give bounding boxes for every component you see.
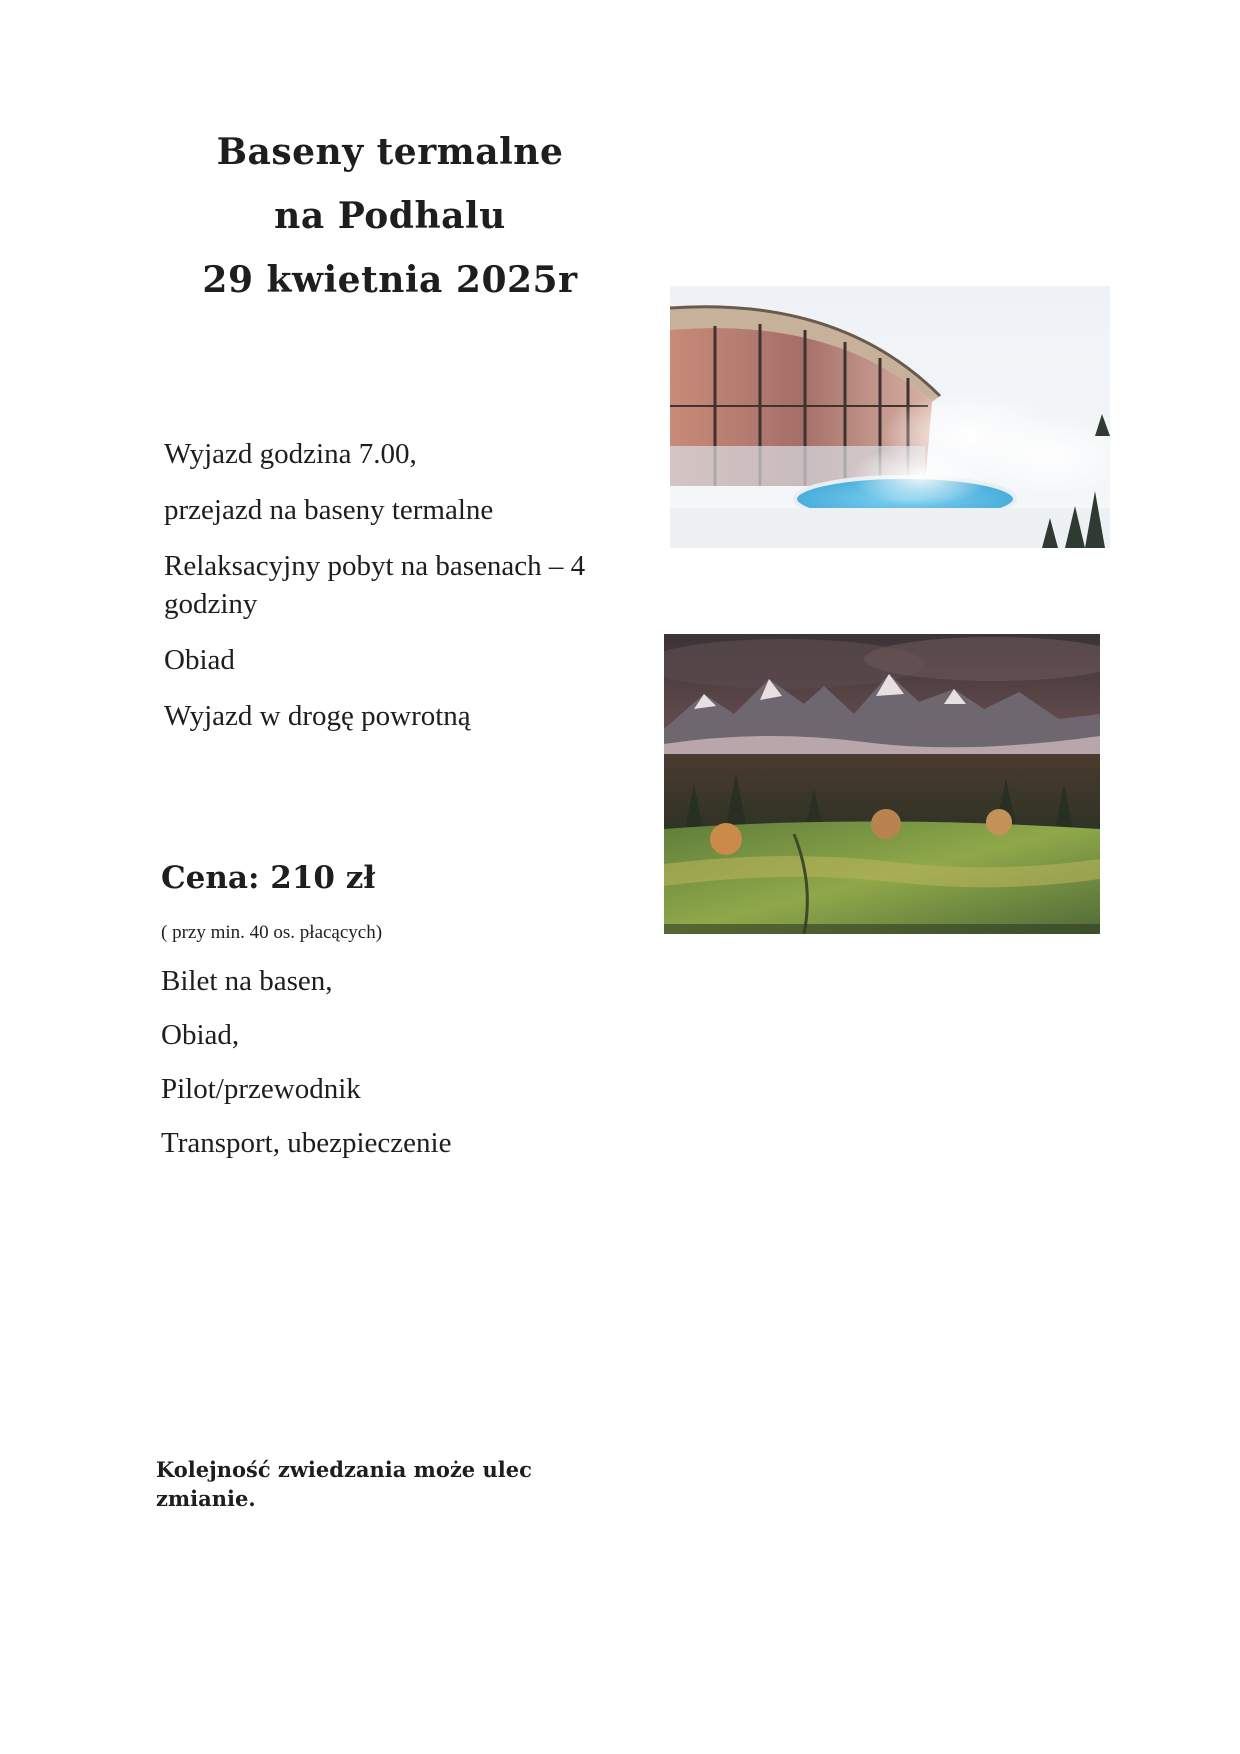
- includes-list: [161, 962, 601, 1178]
- footnote: Kolejność zwiedzania może ulec zmianie.: [156, 1457, 532, 1511]
- program-list: [164, 435, 604, 753]
- includes-item: Obiad,: [161, 1019, 240, 1051]
- includes-item: Transport, ubezpieczenie: [161, 1127, 452, 1159]
- program-item: Wyjazd godzina 7.00,: [164, 438, 417, 470]
- program-item: Obiad: [164, 644, 235, 676]
- includes-item: Bilet na basen,: [161, 965, 333, 997]
- includes-item: Pilot/przewodnik: [161, 1073, 361, 1105]
- title-date: 29 kwietnia 2025r: [202, 259, 578, 301]
- price-label: Cena: 210 zł: [161, 860, 376, 896]
- page-title: [150, 120, 630, 312]
- program-item: Relaksacyjny pobyt na basenach – 4 godziny: [164, 550, 586, 620]
- title-line-1: Baseny termalne: [216, 131, 564, 173]
- title-line-2: na Podhalu: [274, 195, 506, 237]
- thermal-pool-illustration: [670, 286, 1110, 548]
- tatra-mountains-illustration: [664, 634, 1100, 934]
- tatra-mountains-photo: [664, 634, 1100, 934]
- program-item: Wyjazd w drogę powrotną: [164, 700, 471, 732]
- thermal-pool-photo: [670, 286, 1110, 548]
- price-note: ( przy min. 40 os. płacących): [161, 922, 383, 943]
- program-item: przejazd na baseny termalne: [164, 494, 494, 526]
